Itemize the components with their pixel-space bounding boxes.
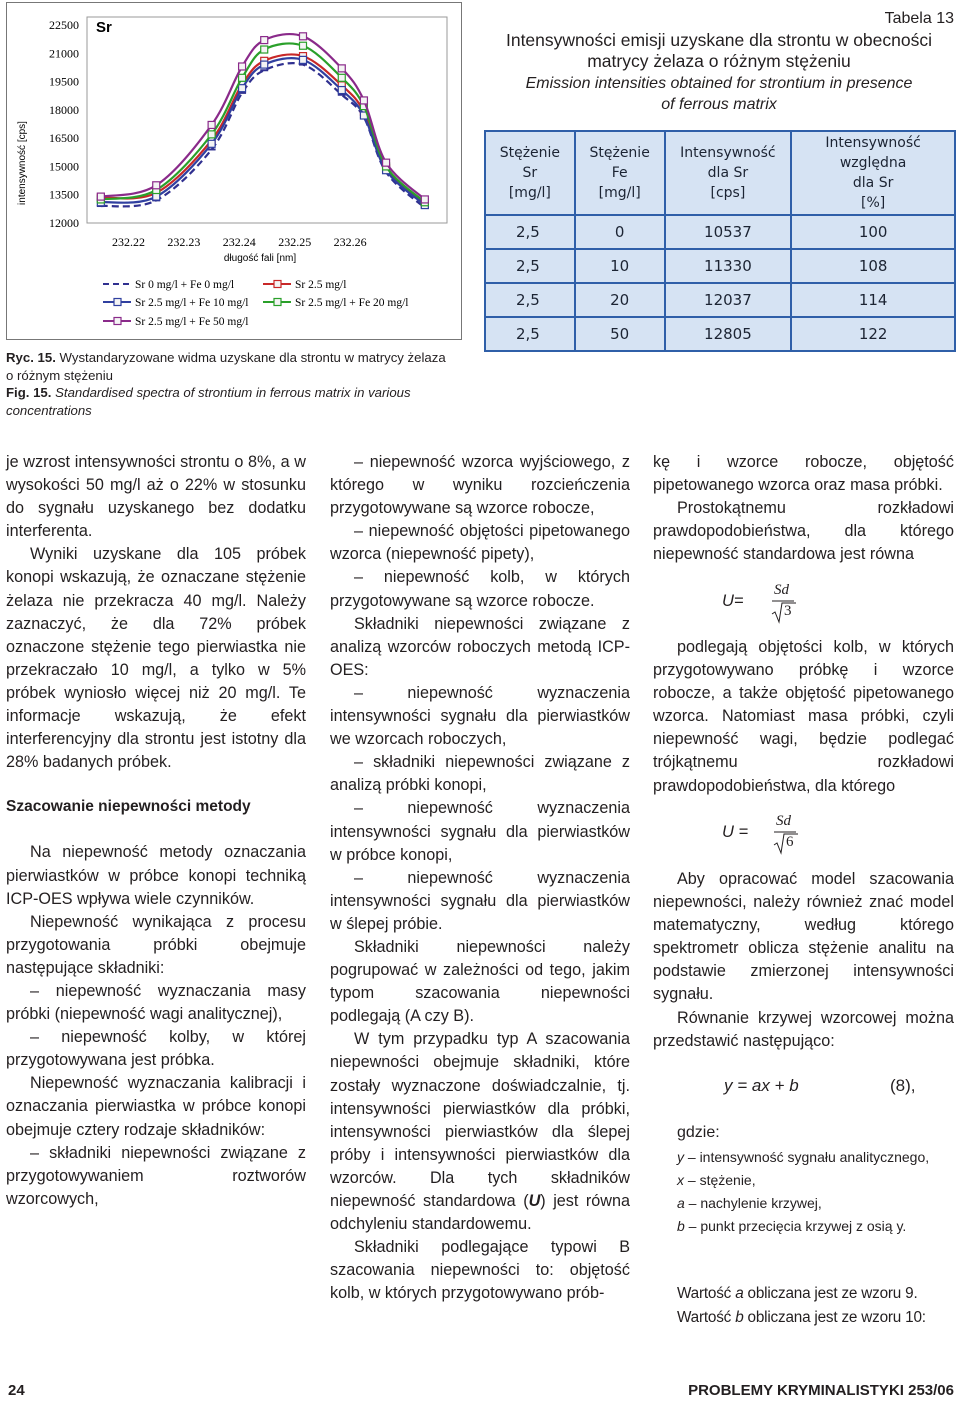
paragraph: Składniki niepewności związane z analizą wzorców roboczych metodą ICP-OES: <box>330 614 630 679</box>
paragraph: podlegają objętości kolb, w których przygotowywano próbkę i wzorce robocze, a także objętość pipetowanego wzorca. Natomiast masa próbki, czyli niepewność wagi, będzie podlegać trójkątnemu rozkładowi prawdopodobieństwa, dla którego <box>653 638 954 795</box>
table-cell: 2,5 <box>486 250 574 282</box>
table-cell: 11330 <box>666 250 791 282</box>
data-point <box>208 131 215 138</box>
y-tick-label: 15000 <box>49 159 79 174</box>
formula-note-a: Wartość a obliczana jest ze wzoru 9. <box>677 1285 918 1302</box>
data-point <box>261 46 268 53</box>
paragraph: – niepewność wzorca wyjściowego, z którego w wyniku rozcieńczenia przygotowywane są wzorce robocze, <box>330 453 630 518</box>
paragraph: Wyniki uzyskane dla 105 próbek konopi wskazują, że oznaczane stężenie żelaza nie przekracza 40 mg/l. Należy zaznaczyć, że dla 72% próbek oznaczone stężenie tego pierwiastka nie przekraczało 10 mg/l, a tylko w 5% próbek wyniosło więcej niż 20 mg/l. Te informacje wskazują, że efekt interferencyjny dla strontu jest istotny dla 28% badanych próbek. <box>6 545 306 772</box>
definition-item: y – intensywność sygnału analitycznego, <box>677 1149 930 1165</box>
table-title-en-1: Emission intensities obtained for strontium in presence <box>525 74 913 92</box>
paragraph: – niepewność wyznaczenia intensywności sygnału dla pierwiastków w ślepej próbie. <box>330 868 630 933</box>
y-tick-label: 22500 <box>49 18 79 32</box>
equation-2-numerator: Sd <box>776 813 791 829</box>
x-tick-label: 232.25 <box>278 235 312 249</box>
data-point <box>153 193 160 200</box>
x-axis-label: długość fali [nm] <box>223 253 297 264</box>
legend-label: Sr 0 mg/l + Fe 0 mg/l <box>135 279 235 291</box>
data-point <box>239 74 246 81</box>
text-column-1 <box>6 451 306 1211</box>
table-row <box>486 250 954 282</box>
table-cell: 12805 <box>666 318 791 350</box>
formula-note-b: Wartość b obliczana jest ze wzoru 10: <box>677 1309 926 1326</box>
data-point <box>239 85 246 92</box>
table-cell: 100 <box>792 216 954 248</box>
data-point <box>338 65 345 72</box>
text-column-3 <box>653 451 954 566</box>
table-cell: 122 <box>792 318 954 350</box>
table-cell: 0 <box>576 216 664 248</box>
legend-label: Sr 2.5 mg/l + Fe 20 mg/l <box>295 297 409 309</box>
table-number: Tabela 13 <box>884 10 954 27</box>
definitions-list <box>677 1146 954 1238</box>
data-point <box>338 74 345 81</box>
data-point <box>383 159 390 166</box>
data-point <box>208 121 215 128</box>
equation-2-lhs: U = <box>722 823 749 841</box>
figure-label-en: Fig. 15. <box>6 385 52 400</box>
series-line <box>101 54 425 203</box>
data-point <box>300 42 307 49</box>
table-cell: 12037 <box>666 284 791 316</box>
paragraph: – niepewność wyznaczania masy próbki (niepewność wagi analitycznej), <box>6 981 306 1024</box>
equation-2-denominator: 6 <box>786 834 794 850</box>
text-column-3b <box>653 636 954 798</box>
data-point <box>300 33 307 40</box>
table-cell: 50 <box>576 318 664 350</box>
y-tick-label: 13500 <box>49 187 79 202</box>
figure-text-pl: Wystandaryzowane widma uzyskane dla strontu w matrycy żelaza <box>59 350 446 365</box>
paragraph: Równanie krzywej wzorcowej można przedstawić następująco: <box>653 1008 954 1050</box>
paragraph: Składniki podlegające typowi B szacowania niepewności to: objętość kolb, w których przygotowywano prób- <box>330 1238 630 1303</box>
figure-text-pl-2: o różnym stężeniu <box>6 367 114 383</box>
paragraph: – niepewność kolby, w której przygotowywana jest próbka. <box>6 1028 306 1070</box>
table-row <box>486 318 954 350</box>
series-line <box>101 58 425 205</box>
paragraph: – składniki niepewności związane z analizą próbki konopi, <box>330 753 630 795</box>
y-tick-label: 18000 <box>49 102 79 117</box>
legend-marker <box>114 299 121 306</box>
y-tick-label: 19500 <box>49 74 79 89</box>
x-tick-label: 232.24 <box>222 235 256 249</box>
y-tick-label: 16500 <box>49 131 79 146</box>
equation-3: y = ax + b <box>724 1076 799 1095</box>
header-intensity: Intensywność dla Sr [cps] <box>666 132 791 214</box>
paragraph: Składniki niepewności należy pogrupować w zależności od tego, jakim typom szacowania niepewności podlegają (A czy B). <box>330 937 630 1026</box>
figure-text-en: Standardised spectra of strontium in ferrous matrix in various <box>55 385 411 400</box>
definition-item: b – punkt przecięcia krzywej z osią y. <box>677 1218 907 1234</box>
symbol-u: U <box>528 1192 541 1210</box>
table-caption <box>484 8 954 116</box>
paragraph: – niepewność kolb, w których przygotowywane są wzorce robocze. <box>330 568 630 610</box>
table-cell: 2,5 <box>486 216 574 248</box>
legend-marker <box>114 318 121 325</box>
table-cell: 2,5 <box>486 318 574 350</box>
paragraph: – składniki niepewności związane z przygotowywaniem roztworów wzorcowych, <box>6 1143 306 1208</box>
table-row <box>486 284 954 316</box>
paragraph: – niepewność wyznaczenia intensywności sygnału dla pierwiastków w próbce konopi, <box>330 799 630 864</box>
paragraph: – niepewność wyznaczenia intensywności sygnału dla pierwiastków we wzorcach roboczych, <box>330 683 630 749</box>
chart-figure <box>6 2 462 340</box>
data-point <box>360 97 367 104</box>
table-cell: 10 <box>576 250 664 282</box>
table-cell: 2,5 <box>486 284 574 316</box>
data-point <box>261 37 268 44</box>
text-column-3c <box>653 868 954 1053</box>
paragraph: Aby opracować model szacowania niepewności, należy również znać model matematyczny, według którego spektrometr oblicza stężenie analitu na podstawie zmierzonej intensywności sygnału. <box>653 870 954 1004</box>
header-sr-conc: Stężenie Sr [mg/l] <box>486 132 574 214</box>
data-point <box>300 56 307 63</box>
paragraph: – niepewność objętości pipetowanego wzorca (niepewność pipety), <box>330 522 630 564</box>
data-point <box>153 182 160 189</box>
y-tick-label: 12000 <box>49 216 79 230</box>
paragraph: kę i wzorce robocze, objętość pipetowanego wzorca oraz masa próbki. <box>653 453 954 495</box>
paragraph: je wzrost intensywności strontu o 8%, a w wysokości 50 mg/l aż o 22% w stosunku do sygnału uzyskanego bez dodatku interferenta. <box>6 453 306 541</box>
equation-1-numerator: Sd <box>774 582 789 598</box>
legend-label: Sr 2.5 mg/l <box>295 279 347 291</box>
chart-title: Sr <box>96 19 112 36</box>
table-header-row <box>486 132 954 214</box>
definition-item: a – nachylenie krzywej, <box>677 1195 822 1211</box>
legend-label: Sr 2.5 mg/l + Fe 50 mg/l <box>135 316 249 328</box>
formula-notes <box>677 1282 954 1330</box>
header-relative-intensity: Intensywność względna dla Sr [%] <box>792 132 954 214</box>
text-column-2 <box>330 451 630 1305</box>
data-point <box>97 193 104 200</box>
legend-label: Sr 2.5 mg/l + Fe 10 mg/l <box>135 297 249 309</box>
table-title-pl-2: matrycy żelaza o różnym stężeniu <box>587 51 851 71</box>
figure-caption <box>6 349 446 419</box>
table-title-en-2: of ferrous matrix <box>661 96 777 113</box>
header-fe-conc: Stężenie Fe [mg/l] <box>576 132 664 214</box>
x-tick-label: 232.23 <box>167 235 201 249</box>
intensity-table <box>484 130 956 352</box>
table-title-pl-1: Intensywności emisji uzyskane dla strontu w obecności <box>505 29 933 50</box>
table-cell: 10537 <box>666 216 791 248</box>
data-point <box>239 63 246 70</box>
data-point <box>338 87 345 94</box>
y-axis-label: intensywność [cps] <box>17 121 28 205</box>
equation-1-denominator: 3 <box>784 603 792 619</box>
x-tick-label: 232.26 <box>333 235 367 249</box>
paragraph: Prostokątnemu rozkładowi prawdopodobieństwa, dla którego niepewność standardowa jest równa <box>653 499 954 564</box>
table-cell: 108 <box>792 250 954 282</box>
journal-name: PROBLEMY KRYMINALISTYKI 253/06 <box>688 1382 954 1399</box>
legend-marker <box>274 281 281 288</box>
data-point <box>261 61 268 68</box>
paragraph: W tym przypadku typ A szacowania niepewności obejmuje składniki, które zostały wyznaczone doświadczalnie, tj. intensywności pierwiastków dla próbki, intensywności pierwiastków dla ślepej próby i intensywności pierwiastków dla wzorców. Dla tych składników niepewność standardowa (U) jest równa odchyleniu standardowemu. <box>330 1030 630 1234</box>
page-number: 24 <box>8 1382 25 1399</box>
where-label: gdzie: <box>677 1124 720 1141</box>
equation-3-number: (8), <box>890 1076 916 1095</box>
paragraph: Na niepewność metody oznaczania pierwiastków w próbce konopi techniką ICP-OES wpływa wiele czynników. <box>6 843 306 908</box>
figure-label-pl: Ryc. 15. <box>6 350 56 365</box>
table-row <box>486 216 954 248</box>
spectrum-chart <box>7 3 463 341</box>
equation-1-lhs: U= <box>722 592 744 610</box>
table-cell: 20 <box>576 284 664 316</box>
table-cell: 114 <box>792 284 954 316</box>
definition-item: x – stężenie, <box>677 1172 756 1188</box>
x-tick-label: 232.22 <box>112 235 146 249</box>
data-point <box>421 196 428 203</box>
figure-text-en-2: concentrations <box>6 402 92 418</box>
y-tick-label: 21000 <box>49 46 79 61</box>
data-point <box>208 140 215 147</box>
paragraph: Niepewność wynikająca z procesu przygotowania próbki obejmuje następujące składniki: <box>6 912 306 977</box>
section-heading: Szacowanie niepewności metody <box>6 798 251 816</box>
legend-marker <box>274 299 281 306</box>
paragraph: Niepewność wyznaczania kalibracji i oznaczania pierwiastka w próbce konopi obejmuje cztery rodzaje składników: <box>6 1074 306 1139</box>
